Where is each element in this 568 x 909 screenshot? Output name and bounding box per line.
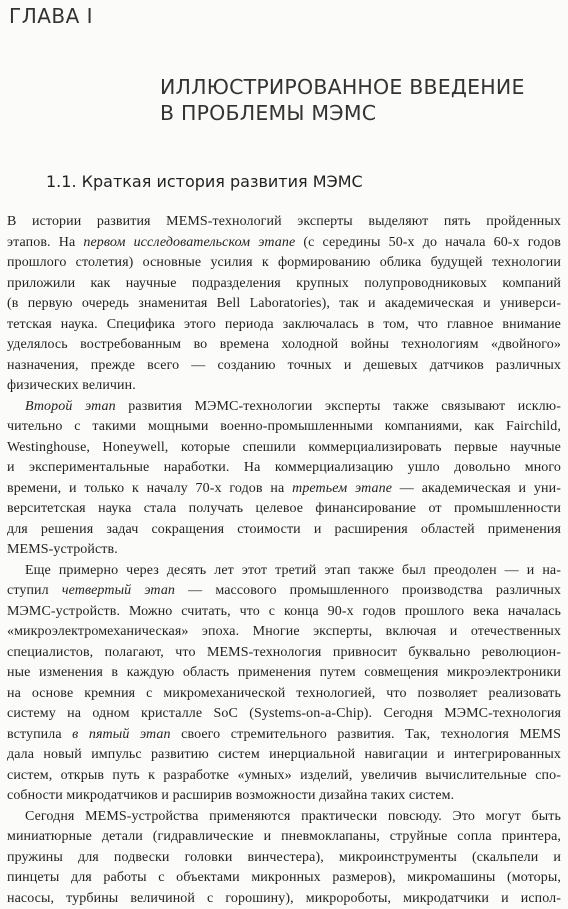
italic-phrase: Второй этап [25, 399, 116, 414]
text-line [7, 766, 561, 787]
text-run: физических величин. [7, 378, 136, 393]
text-run: специалистов, полагают, что MEMS-технология привносит буквально революцион- [7, 645, 561, 660]
text-run: чительно с такими мощными военно-промышленными компаниями, как Fairchild, [7, 419, 561, 434]
text-line [7, 417, 561, 438]
text-line [7, 479, 561, 500]
text-line [7, 376, 561, 397]
text-line [7, 294, 561, 315]
text-line [7, 233, 561, 254]
text-run: — академическая и уни- [392, 481, 561, 496]
text-line [7, 253, 561, 274]
text-line [7, 786, 561, 807]
text-line [7, 520, 561, 541]
text-line [7, 848, 561, 869]
text-run: систем, открыв путь к разработке «умных» изделий, увеличив вычислительные спо- [7, 768, 561, 783]
text-run: для решения задач сокращения стоимости и расширения областей применения [7, 522, 561, 537]
text-line [7, 540, 561, 561]
text-run: насосы, турбины величиной с горошину), микророботы, микродатчики и испол- [7, 891, 561, 906]
text-run: времени, и только к началу 70-х годов на [7, 481, 292, 496]
text-line [7, 274, 561, 295]
chapter-title-line-2: В ПРОБЛЕМЫ МЭМС [160, 100, 525, 126]
text-line [7, 335, 561, 356]
text-run: развития МЭМС-технологии эксперты также связывают исклю- [116, 399, 561, 414]
text-run: миниатюрные детали (гидравлические и пневмоклапаны, струйные сопла принтера, [7, 829, 561, 844]
text-line [7, 807, 561, 828]
text-run: дала новый импульс развитию систем инерциальной навигации и интегрированных [7, 747, 561, 762]
text-run: этапов. На [7, 235, 83, 250]
text-line [7, 438, 561, 459]
text-line [7, 356, 561, 377]
italic-phrase: первом исследовательском этапе [83, 235, 295, 250]
text-line [7, 643, 561, 664]
text-run: (в первую очередь знаменитая Bell Laboratories), так и академическая и универси- [7, 296, 561, 311]
text-line [7, 868, 561, 889]
italic-phrase: в пятый этап [72, 727, 170, 742]
text-run: и экспериментальные наработки. На коммерциализацию ушло довольно много [7, 460, 561, 475]
text-run: пинцеты для работы с объектами микронных размеров), микромашины (моторы, [7, 870, 561, 885]
text-line [7, 561, 561, 582]
text-line [7, 212, 561, 233]
chapter-title-line-1: ИЛЛЮСТРИРОВАННОЕ ВВЕДЕНИЕ [160, 74, 525, 100]
text-run: Westinghouse, Honeywell, которые спешили коммерциализировать первые научные [7, 440, 561, 455]
text-line [7, 889, 561, 909]
text-run: систему на одном кристалле SoC (Systems-on-a-Chip). Сегодня МЭМС-технология [7, 706, 561, 721]
text-run: Еще примерно через десять лет этот третий этап также был преодолен — и на- [25, 563, 561, 578]
text-line [7, 827, 561, 848]
italic-phrase: четвертый этап [62, 583, 175, 598]
text-run: на основе кремния с микромеханической технологией, что позволяет реализовать [7, 686, 561, 701]
text-line [7, 581, 561, 602]
text-run: собности микродатчиков и расширив возможности дизайна таких систем. [7, 788, 454, 803]
text-line [7, 602, 561, 623]
text-run: (с середины 50-х до начала 60-х годов [295, 235, 561, 250]
text-run: прошлого столетия) основные усилия к формированию облика будущей технологии [7, 255, 561, 270]
text-run: своего стремительного развития. Так, технология MEMS [171, 727, 561, 742]
text-line [7, 458, 561, 479]
text-run: — массового промышленного производства различных [175, 583, 561, 598]
text-line [7, 745, 561, 766]
italic-phrase: третьем этапе [292, 481, 392, 496]
chapter-label: ГЛАВА I [9, 4, 93, 28]
text-run: «микроэлектромеханическая» эпоха. Многие эксперты, включая и отечественных [7, 624, 561, 639]
text-run: ные изменения в каждую область применения путем совмещения микроэлектроники [7, 665, 561, 680]
text-run: вступила [7, 727, 72, 742]
text-run: ступил [7, 583, 62, 598]
text-run: MEMS-устройств. [7, 542, 118, 557]
text-line [7, 725, 561, 746]
text-line [7, 704, 561, 725]
text-line [7, 684, 561, 705]
text-line [7, 499, 561, 520]
text-run: Сегодня MEMS-устройства применяются практически повсюду. Это могут быть [25, 809, 561, 824]
text-run: назначения, прежде всего — созданию точных и дешевых датчиков различных [7, 358, 561, 373]
text-run: МЭМС-устройств. Можно считать, что с конца 90-х годов прошлого века началась [7, 604, 561, 619]
text-run: В истории развития MEMS-технологий эксперты выделяют пять пройденных [7, 214, 561, 229]
body-text [7, 212, 561, 909]
text-run: приложили как научные подразделения крупных полупроводниковых компаний [7, 276, 561, 291]
text-run: пружины для подвески головки винчестера), микроинструменты (скальпели и [7, 850, 561, 865]
text-line [7, 622, 561, 643]
text-run: уделялось востребованным во времена холодной войны технологиям «двойного» [7, 337, 561, 352]
section-title: 1.1. Краткая история развития МЭМС [46, 172, 363, 191]
text-line [7, 315, 561, 336]
text-line [7, 397, 561, 418]
chapter-title [160, 74, 525, 126]
text-line [7, 663, 561, 684]
text-run: верситетская наука стала получать целевое финансирование от промышленности [7, 501, 561, 516]
text-run: тетская наука. Специфика этого периода заключалась в том, что главное внимание [7, 317, 561, 332]
